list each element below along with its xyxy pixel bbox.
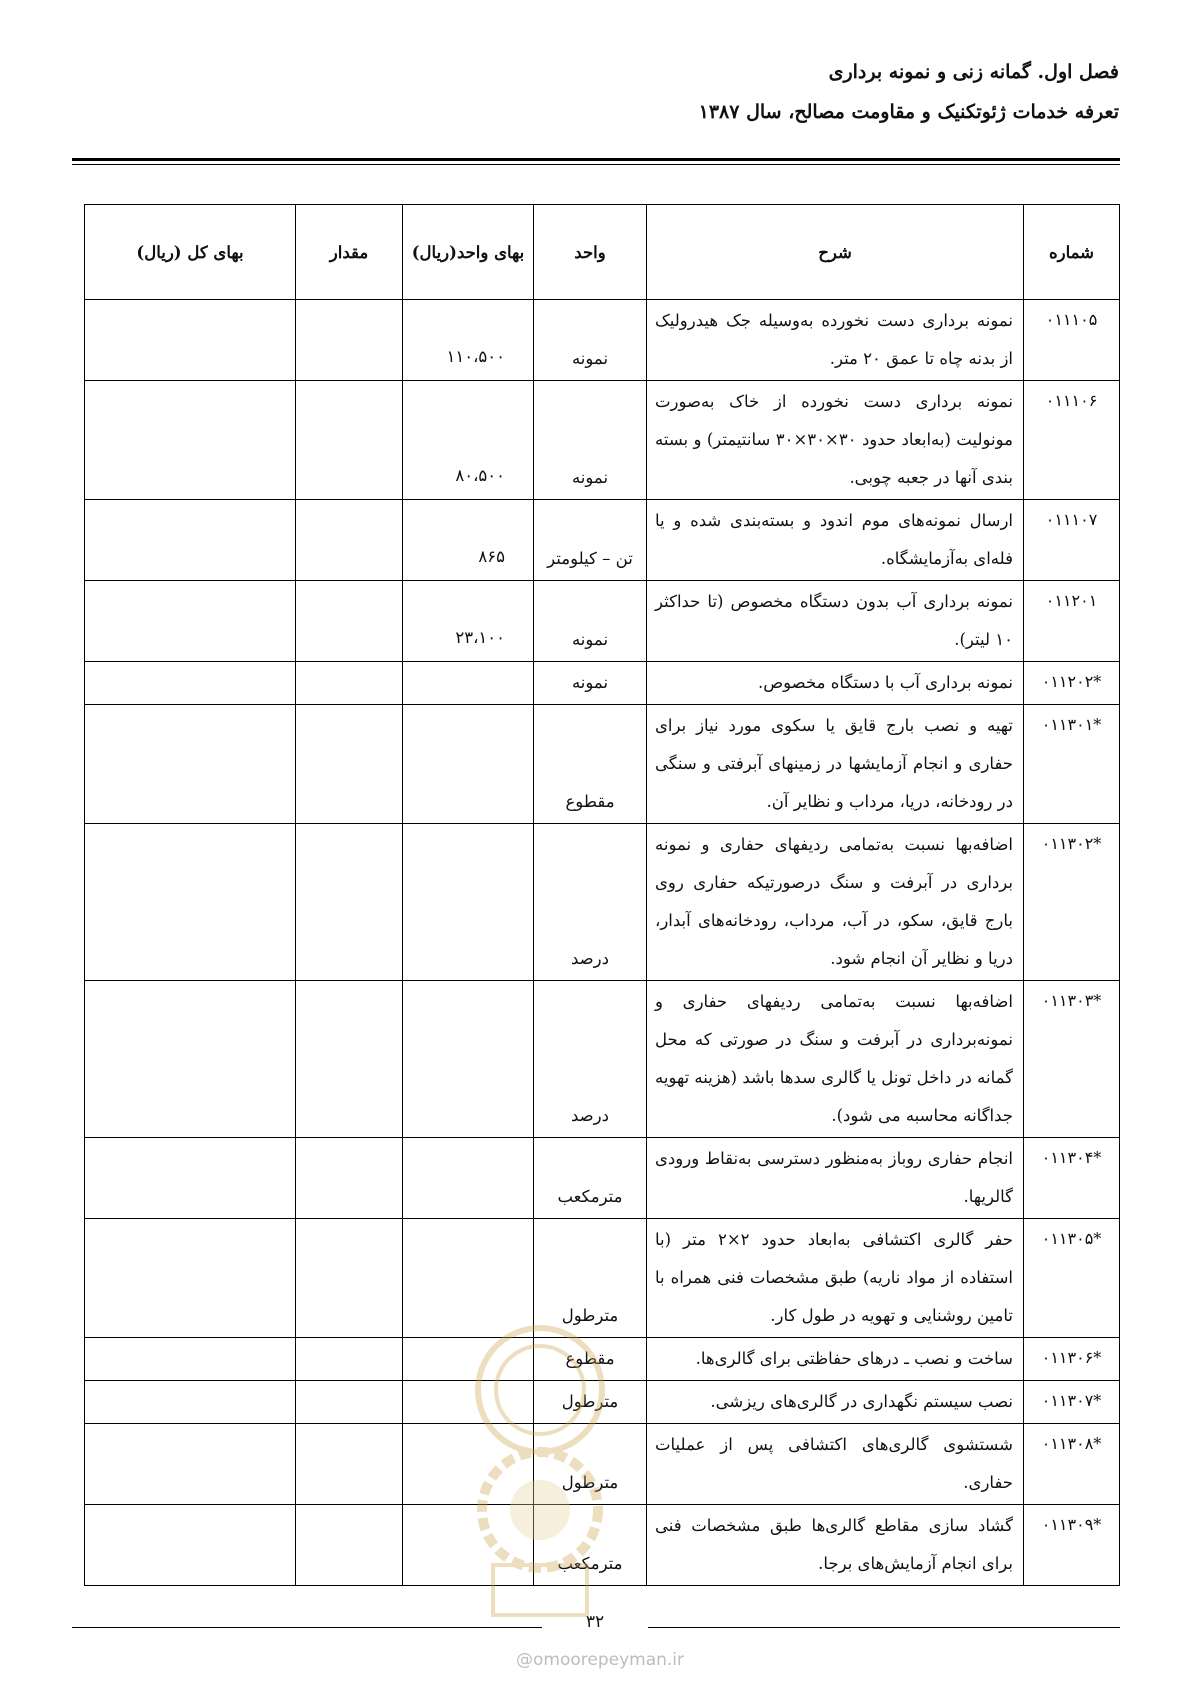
item-number: *۰۱۱۳۰۷ [1024, 1381, 1120, 1424]
item-unit-price [403, 1138, 534, 1219]
table-row [85, 1138, 1120, 1219]
item-quantity [296, 824, 403, 981]
item-total [85, 1424, 296, 1505]
header-quantity: مقدار [296, 205, 403, 300]
item-number: *۰۱۱۳۰۸ [1024, 1424, 1120, 1505]
item-total [85, 1381, 296, 1424]
item-quantity [296, 1219, 403, 1338]
item-description: نمونه برداری دست نخورده از خاک به‌صورت مونولیت (به‌ابعاد حدود ۳۰×۳۰×۳۰ سانتیمتر) و بسته بندی آنها در جعبه چوبی. [647, 381, 1024, 500]
item-unit: نمونه [534, 581, 647, 662]
item-number: *۰۱۱۳۰۱ [1024, 705, 1120, 824]
item-unit: درصد [534, 824, 647, 981]
tariff-title: تعرفه خدمات ژئوتکنیک و مقاومت مصالح، سال ۱۳۸۷ [698, 101, 1119, 123]
header-rule-thick [72, 158, 1120, 161]
item-number: ۰۱۱۱۰۵ [1024, 300, 1120, 381]
item-unit-price [403, 1505, 534, 1586]
item-number: ۰۱۱۲۰۱ [1024, 581, 1120, 662]
item-quantity [296, 981, 403, 1138]
item-total [85, 981, 296, 1138]
item-total [85, 500, 296, 581]
watermark-text: @omoorepeyman.ir [515, 1650, 685, 1670]
item-total [85, 824, 296, 981]
item-description: ساخت و نصب ـ درهای حفاظتی برای گالری‌ها. [647, 1338, 1024, 1381]
item-quantity [296, 381, 403, 500]
item-number: *۰۱۱۳۰۴ [1024, 1138, 1120, 1219]
item-description: گشاد سازی مقاطع گالری‌ها طبق مشخصات فنی برای انجام آزمایش‌های برجا. [647, 1505, 1024, 1586]
table-row [85, 1505, 1120, 1586]
item-quantity [296, 581, 403, 662]
item-total [85, 581, 296, 662]
item-unit: نمونه [534, 381, 647, 500]
item-quantity [296, 1138, 403, 1219]
table-header-row [85, 205, 1120, 300]
header-total: بهای کل (ریال) [85, 205, 296, 300]
item-description: ارسال نمونه‌های موم اندود و بسته‌بندی شده و یا فله‌ای به‌آزمایشگاه. [647, 500, 1024, 581]
table-row [85, 1381, 1120, 1424]
header-rule-thin [72, 164, 1120, 165]
item-total [85, 705, 296, 824]
item-unit: درصد [534, 981, 647, 1138]
item-unit: مقطوع [534, 1338, 647, 1381]
item-quantity [296, 1505, 403, 1586]
table-row [85, 981, 1120, 1138]
item-unit-price: ۸۰،۵۰۰ [403, 381, 534, 500]
item-description: اضافه‌بها نسبت به‌تمامی ردیفهای حفاری و نمونه‌برداری در آبرفت و سنگ در صورتی که محل گمانه در داخل تونل یا گالری سدها باشد (هزینه تهویه جداگانه محاسبه می شود). [647, 981, 1024, 1138]
item-number: *۰۱۱۳۰۳ [1024, 981, 1120, 1138]
item-number: ۰۱۱۱۰۷ [1024, 500, 1120, 581]
item-unit: نمونه [534, 662, 647, 705]
header-number: شماره [1024, 205, 1120, 300]
item-unit: مترطول [534, 1219, 647, 1338]
item-quantity [296, 300, 403, 381]
item-unit-price [403, 662, 534, 705]
table-row [85, 705, 1120, 824]
item-description: نمونه برداری آب بدون دستگاه مخصوص (تا حداکثر ۱۰ لیتر). [647, 581, 1024, 662]
item-description: نمونه برداری دست نخورده به‌وسیله جک هیدرولیک از بدنه چاه تا عمق ۲۰ متر. [647, 300, 1024, 381]
chapter-title: فصل اول. گمانه زنی و نمونه برداری [828, 61, 1119, 83]
item-description: حفر گالری اکتشافی به‌ابعاد حدود ۲×۲ متر (با استفاده از مواد ناریه) طبق مشخصات فنی همراه با تامین روشنایی و تهویه در طول کار. [647, 1219, 1024, 1338]
item-quantity [296, 1381, 403, 1424]
page-number: ۳۲ [585, 1612, 605, 1632]
tariff-table-container [84, 204, 1119, 1586]
item-total [85, 662, 296, 705]
item-unit-price [403, 705, 534, 824]
item-number: *۰۱۱۳۰۹ [1024, 1505, 1120, 1586]
item-unit-price: ۱۱۰،۵۰۰ [403, 300, 534, 381]
table-row [85, 1219, 1120, 1338]
item-quantity [296, 1424, 403, 1505]
header-unit-price: بهای واحد(ریال) [403, 205, 534, 300]
item-total [85, 1338, 296, 1381]
footer-rule-right [648, 1627, 1120, 1628]
item-quantity [296, 662, 403, 705]
table-body [85, 300, 1120, 1586]
item-quantity [296, 705, 403, 824]
footer-rule-left [72, 1627, 542, 1628]
header-unit: واحد [534, 205, 647, 300]
item-quantity [296, 1338, 403, 1381]
item-description: شستشوی گالری‌های اکتشافی پس از عملیات حفاری. [647, 1424, 1024, 1505]
item-description: اضافه‌بها نسبت به‌تمامی ردیفهای حفاری و نمونه برداری در آبرفت و سنگ درصورتیکه حفاری روی بارج قایق، سکو، در آب، مرداب، رودخانه‌های آبدار، دریا و نظایر آن انجام شود. [647, 824, 1024, 981]
item-unit: مقطوع [534, 705, 647, 824]
item-quantity [296, 500, 403, 581]
item-total [85, 1219, 296, 1338]
item-description: نمونه برداری آب با دستگاه مخصوص. [647, 662, 1024, 705]
table-row [85, 662, 1120, 705]
page-header [72, 56, 1119, 128]
table-row [85, 381, 1120, 500]
item-unit: مترطول [534, 1381, 647, 1424]
item-unit-price [403, 981, 534, 1138]
table-row [85, 1338, 1120, 1381]
item-number: *۰۱۱۳۰۵ [1024, 1219, 1120, 1338]
item-unit-price [403, 1338, 534, 1381]
item-unit: مترطول [534, 1424, 647, 1505]
item-description: انجام حفاری روباز به‌منظور دسترسی به‌نقاط ورودی گالریها. [647, 1138, 1024, 1219]
table-row [85, 581, 1120, 662]
item-total [85, 1138, 296, 1219]
item-description: تهیه و نصب بارج قایق یا سکوی مورد نیاز برای حفاری و انجام آزمایشها در زمینهای آبرفتی و سنگی در رودخانه، دریا، مرداب و نظایر آن. [647, 705, 1024, 824]
item-unit-price [403, 1424, 534, 1505]
header-description: شرح [647, 205, 1024, 300]
item-unit: تن – کیلومتر [534, 500, 647, 581]
item-unit-price [403, 1381, 534, 1424]
item-unit: نمونه [534, 300, 647, 381]
item-number: *۰۱۱۲۰۲ [1024, 662, 1120, 705]
item-number: ۰۱۱۱۰۶ [1024, 381, 1120, 500]
item-number: *۰۱۱۳۰۲ [1024, 824, 1120, 981]
tariff-table [84, 204, 1120, 1586]
item-total [85, 1505, 296, 1586]
item-unit-price [403, 1219, 534, 1338]
item-unit-price [403, 824, 534, 981]
item-total [85, 300, 296, 381]
item-unit: مترمکعب [534, 1505, 647, 1586]
item-unit-price: ۸۶۵ [403, 500, 534, 581]
item-unit-price: ۲۳،۱۰۰ [403, 581, 534, 662]
table-row [85, 300, 1120, 381]
item-description: نصب سیستم نگهداری در گالری‌های ریزشی. [647, 1381, 1024, 1424]
item-number: *۰۱۱۳۰۶ [1024, 1338, 1120, 1381]
item-total [85, 381, 296, 500]
table-row [85, 1424, 1120, 1505]
item-unit: مترمکعب [534, 1138, 647, 1219]
table-row [85, 500, 1120, 581]
table-row [85, 824, 1120, 981]
